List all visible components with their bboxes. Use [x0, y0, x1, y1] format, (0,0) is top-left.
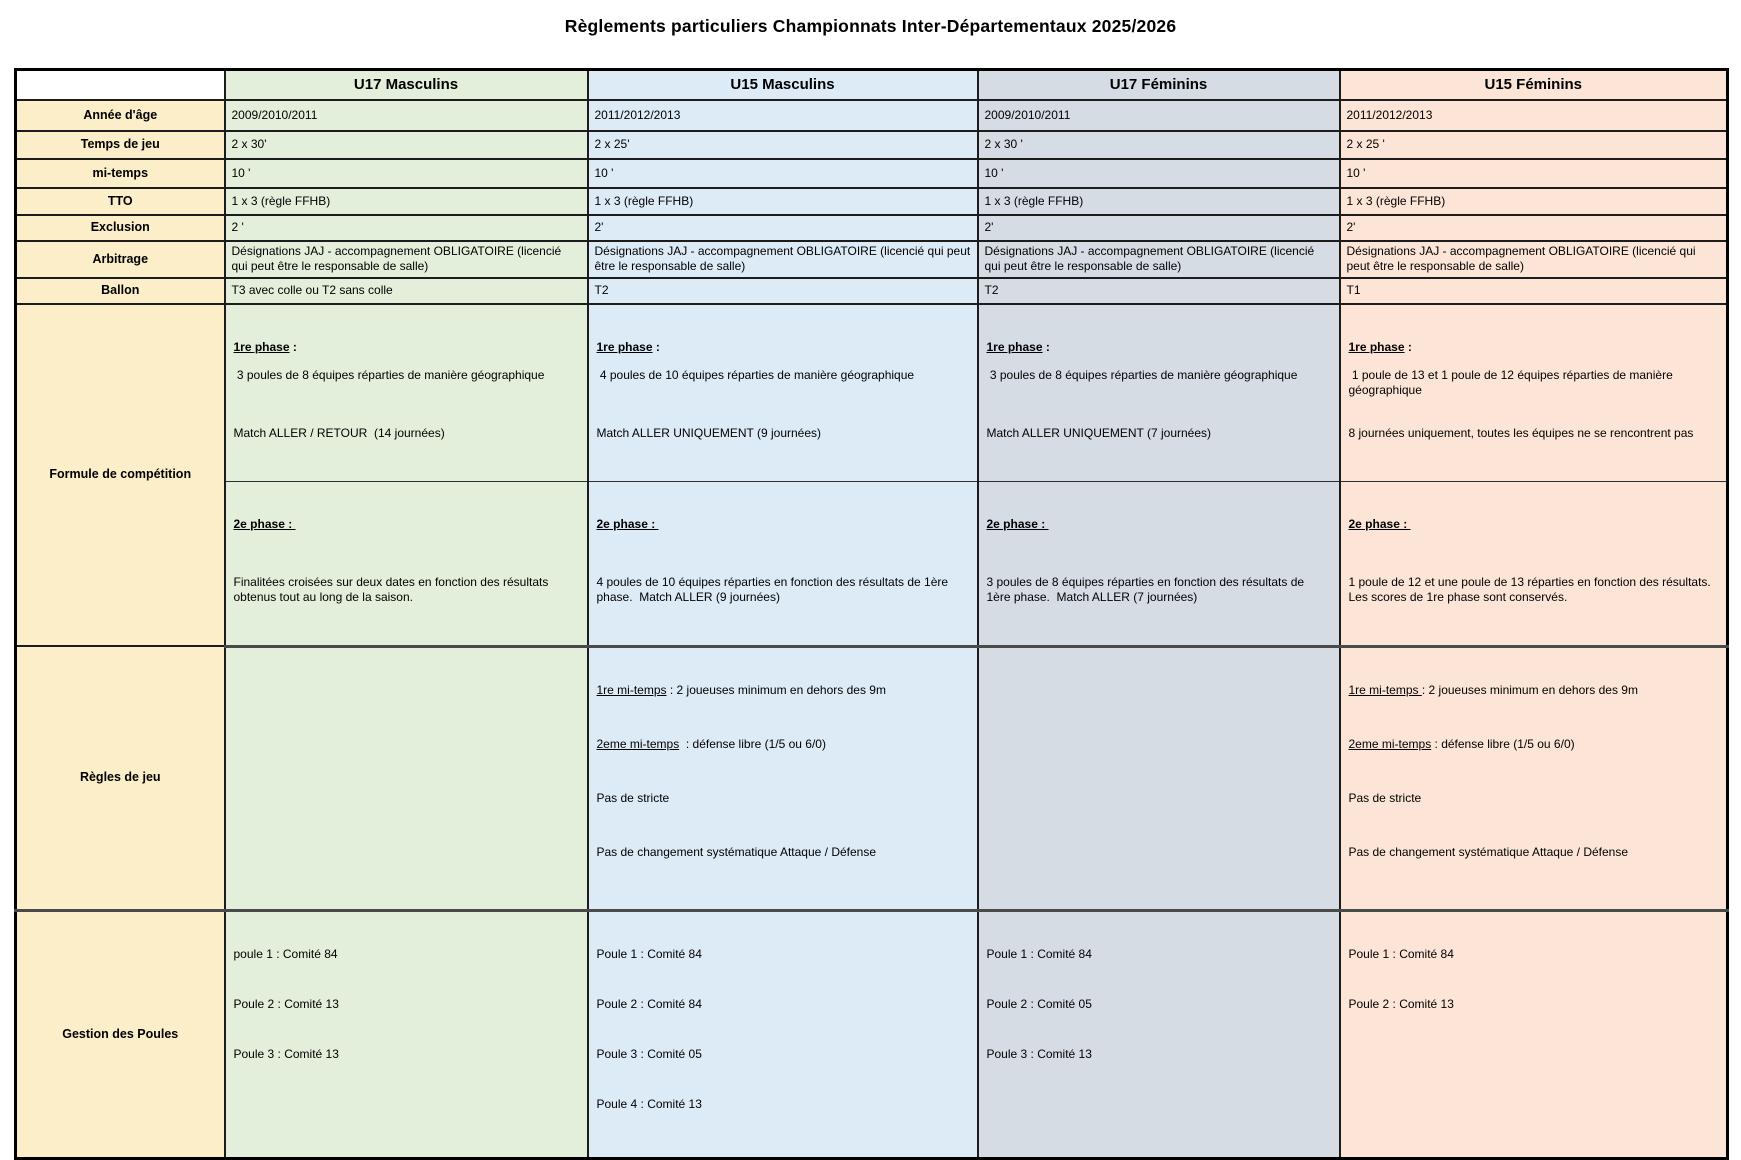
cell-arbitrage-u17m: Désignations JAJ - accompagnement OBLIGATOIRE (licencié qui peut être le responsable de salle) — [225, 241, 588, 278]
cell-temps-u17m: 2 x 30' — [225, 131, 588, 159]
row-exclusion — [16, 215, 1728, 241]
column-header-u17-feminins: U17 Féminins — [978, 70, 1340, 100]
cell-arbitrage-u15f: Désignations JAJ - accompagnement OBLIGATOIRE (licencié qui peut être le responsable de salle) — [1340, 241, 1728, 278]
header-row — [16, 70, 1728, 100]
phase1-extra: Match ALLER UNIQUEMENT (7 journées) — [986, 425, 1212, 440]
row-tto — [16, 188, 1728, 215]
phase1-body: 1 poule de 13 et 1 poule de 12 équipes réparties de manière géographique — [1348, 367, 1677, 397]
regles-line: Pas de changement systématique Attaque / Défense — [1348, 844, 1629, 859]
cell-exclusion-u15f: 2' — [1340, 215, 1728, 241]
cell-phase1-u17f — [978, 304, 1340, 482]
phase2-body: 4 poules de 10 équipes réparties en fonction des résultats de 1ère phase. Match ALLER (9 journées) — [596, 574, 952, 604]
cell-ballon-u17m: T3 avec colle ou T2 sans colle — [225, 278, 588, 304]
cell-mitemps-u17m: 10 ' — [225, 159, 588, 188]
cell-tto-u17m: 1 x 3 (règle FFHB) — [225, 188, 588, 215]
cell-regles-u17m — [225, 646, 588, 910]
cell-phase2-u17f — [978, 481, 1340, 646]
cell-exclusion-u15m: 2' — [588, 215, 978, 241]
phase2-heading: 2e phase : — [986, 516, 1049, 531]
gestion-line: Poule 3 : Comité 13 — [233, 1046, 339, 1061]
phase1-heading: 1re phase : — [986, 339, 1050, 354]
row-ballon — [16, 278, 1728, 304]
row-label-regles-de-jeu: Règles de jeu — [16, 646, 225, 910]
gestion-line: poule 1 : Comité 84 — [233, 946, 338, 961]
cell-mitemps-u17f: 10 ' — [978, 159, 1340, 188]
gestion-line: Poule 1 : Comité 84 — [596, 946, 702, 961]
gestion-line: Poule 1 : Comité 84 — [1348, 946, 1454, 961]
phase1-extra: Match ALLER UNIQUEMENT (9 journées) — [596, 425, 822, 440]
phase1-heading: 1re phase : — [1348, 339, 1412, 354]
row-label-temps-de-jeu: Temps de jeu — [16, 131, 225, 159]
regles-line: 2eme mi-temps : défense libre (1/5 ou 6/0) — [1348, 736, 1575, 751]
phase2-heading: 2e phase : — [1348, 516, 1411, 531]
cell-tto-u15f: 1 x 3 (règle FFHB) — [1340, 188, 1728, 215]
phase2-body: Finalitées croisées sur deux dates en fonction des résultats obtenus tout au long de la saison. — [233, 574, 552, 604]
gestion-line: Poule 3 : Comité 05 — [596, 1046, 702, 1061]
gestion-line: Poule 2 : Comité 05 — [986, 996, 1092, 1011]
row-label-formule-de-competition: Formule de compétition — [16, 304, 225, 647]
cell-temps-u15f: 2 x 25 ' — [1340, 131, 1728, 159]
cell-ballon-u17f: T2 — [978, 278, 1340, 304]
cell-phase2-u17m — [225, 481, 588, 646]
phase2-heading: 2e phase : — [233, 516, 296, 531]
row-formule-phase2 — [16, 481, 1728, 646]
cell-ballon-u15m: T2 — [588, 278, 978, 304]
cell-tto-u17f: 1 x 3 (règle FFHB) — [978, 188, 1340, 215]
row-label-tto: TTO — [16, 188, 225, 215]
regles-line: 1re mi-temps : 2 joueuses minimum en dehors des 9m — [596, 682, 886, 697]
gestion-line: Poule 2 : Comité 84 — [596, 996, 702, 1011]
regulations-table — [14, 68, 1729, 1160]
phase2-heading: 2e phase : — [596, 516, 659, 531]
regles-line: Pas de changement systématique Attaque / Défense — [596, 844, 877, 859]
cell-annee-u17f: 2009/2010/2011 — [978, 100, 1340, 131]
phase1-heading: 1re phase : — [596, 339, 660, 354]
cell-regles-u17f — [978, 646, 1340, 910]
corner-cell — [16, 70, 225, 100]
phase2-body: 1 poule de 12 et une poule de 13 réparties en fonction des résultats. Les scores de 1re phase sont conservés. — [1348, 574, 1715, 604]
cell-arbitrage-u17f: Désignations JAJ - accompagnement OBLIGATOIRE (licencié qui peut être le responsable de salle) — [978, 241, 1340, 278]
phase1-extra: 8 journées uniquement, toutes les équipes ne se rencontrent pas — [1348, 425, 1694, 440]
row-annee-age — [16, 100, 1728, 131]
cell-mitemps-u15m: 10 ' — [588, 159, 978, 188]
row-label-ballon: Ballon — [16, 278, 225, 304]
cell-phase2-u15m — [588, 481, 978, 646]
column-header-u17-masculins: U17 Masculins — [225, 70, 588, 100]
row-temps-de-jeu — [16, 131, 1728, 159]
row-label-arbitrage: Arbitrage — [16, 241, 225, 278]
column-header-u15-masculins: U15 Masculins — [588, 70, 978, 100]
gestion-line: Poule 2 : Comité 13 — [1348, 996, 1454, 1011]
phase1-body: 4 poules de 10 équipes réparties de manière géographique — [596, 367, 915, 382]
row-formule-phase1 — [16, 304, 1728, 482]
row-label-gestion-des-poules: Gestion des Poules — [16, 910, 225, 1158]
regles-line: 1re mi-temps : 2 joueuses minimum en dehors des 9m — [1348, 682, 1638, 697]
regles-line: Pas de stricte — [1348, 790, 1422, 805]
cell-temps-u15m: 2 x 25' — [588, 131, 978, 159]
page-title: Règlements particuliers Championnats Inter-Départementaux 2025/2026 — [564, 16, 1177, 36]
row-label-exclusion: Exclusion — [16, 215, 225, 241]
cell-gestion-u15m — [588, 910, 978, 1158]
cell-phase1-u17m — [225, 304, 588, 482]
cell-tto-u15m: 1 x 3 (règle FFHB) — [588, 188, 978, 215]
cell-phase1-u15m — [588, 304, 978, 482]
row-gestion-des-poules — [16, 910, 1728, 1158]
cell-gestion-u17f — [978, 910, 1340, 1158]
row-label-mi-temps: mi-temps — [16, 159, 225, 188]
row-arbitrage — [16, 241, 1728, 278]
cell-exclusion-u17m: 2 ' — [225, 215, 588, 241]
gestion-line: Poule 4 : Comité 13 — [596, 1096, 702, 1111]
cell-annee-u15f: 2011/2012/2013 — [1340, 100, 1728, 131]
phase2-body: 3 poules de 8 équipes réparties en fonction des résultats de 1ère phase. Match ALLER (7 journées) — [986, 574, 1308, 604]
phase1-extra: Match ALLER / RETOUR (14 journées) — [233, 425, 445, 440]
cell-ballon-u15f: T1 — [1340, 278, 1728, 304]
cell-annee-u15m: 2011/2012/2013 — [588, 100, 978, 131]
cell-gestion-u15f — [1340, 910, 1728, 1158]
gestion-line: Poule 1 : Comité 84 — [986, 946, 1092, 961]
column-header-u15-feminins: U15 Féminins — [1340, 70, 1728, 100]
gestion-line: Poule 2 : Comité 13 — [233, 996, 339, 1011]
cell-gestion-u17m — [225, 910, 588, 1158]
cell-temps-u17f: 2 x 30 ' — [978, 131, 1340, 159]
regles-line: Pas de stricte — [596, 790, 670, 805]
phase1-heading: 1re phase : — [233, 339, 297, 354]
cell-phase1-u15f — [1340, 304, 1728, 482]
cell-regles-u15f — [1340, 646, 1728, 910]
phase1-body: 3 poules de 8 équipes réparties de manière géographique — [233, 367, 545, 382]
cell-annee-u17m: 2009/2010/2011 — [225, 100, 588, 131]
phase1-body: 3 poules de 8 équipes réparties de manière géographique — [986, 367, 1298, 382]
cell-arbitrage-u15m: Désignations JAJ - accompagnement OBLIGATOIRE (licencié qui peut être le responsable de salle) — [588, 241, 978, 278]
row-mi-temps — [16, 159, 1728, 188]
regles-line: 2eme mi-temps : défense libre (1/5 ou 6/0) — [596, 736, 826, 751]
cell-regles-u15m — [588, 646, 978, 910]
cell-exclusion-u17f: 2' — [978, 215, 1340, 241]
row-regles-de-jeu — [16, 646, 1728, 910]
row-label-annee-age: Année d'âge — [16, 100, 225, 131]
cell-mitemps-u15f: 10 ' — [1340, 159, 1728, 188]
cell-phase2-u15f — [1340, 481, 1728, 646]
gestion-line: Poule 3 : Comité 13 — [986, 1046, 1092, 1061]
